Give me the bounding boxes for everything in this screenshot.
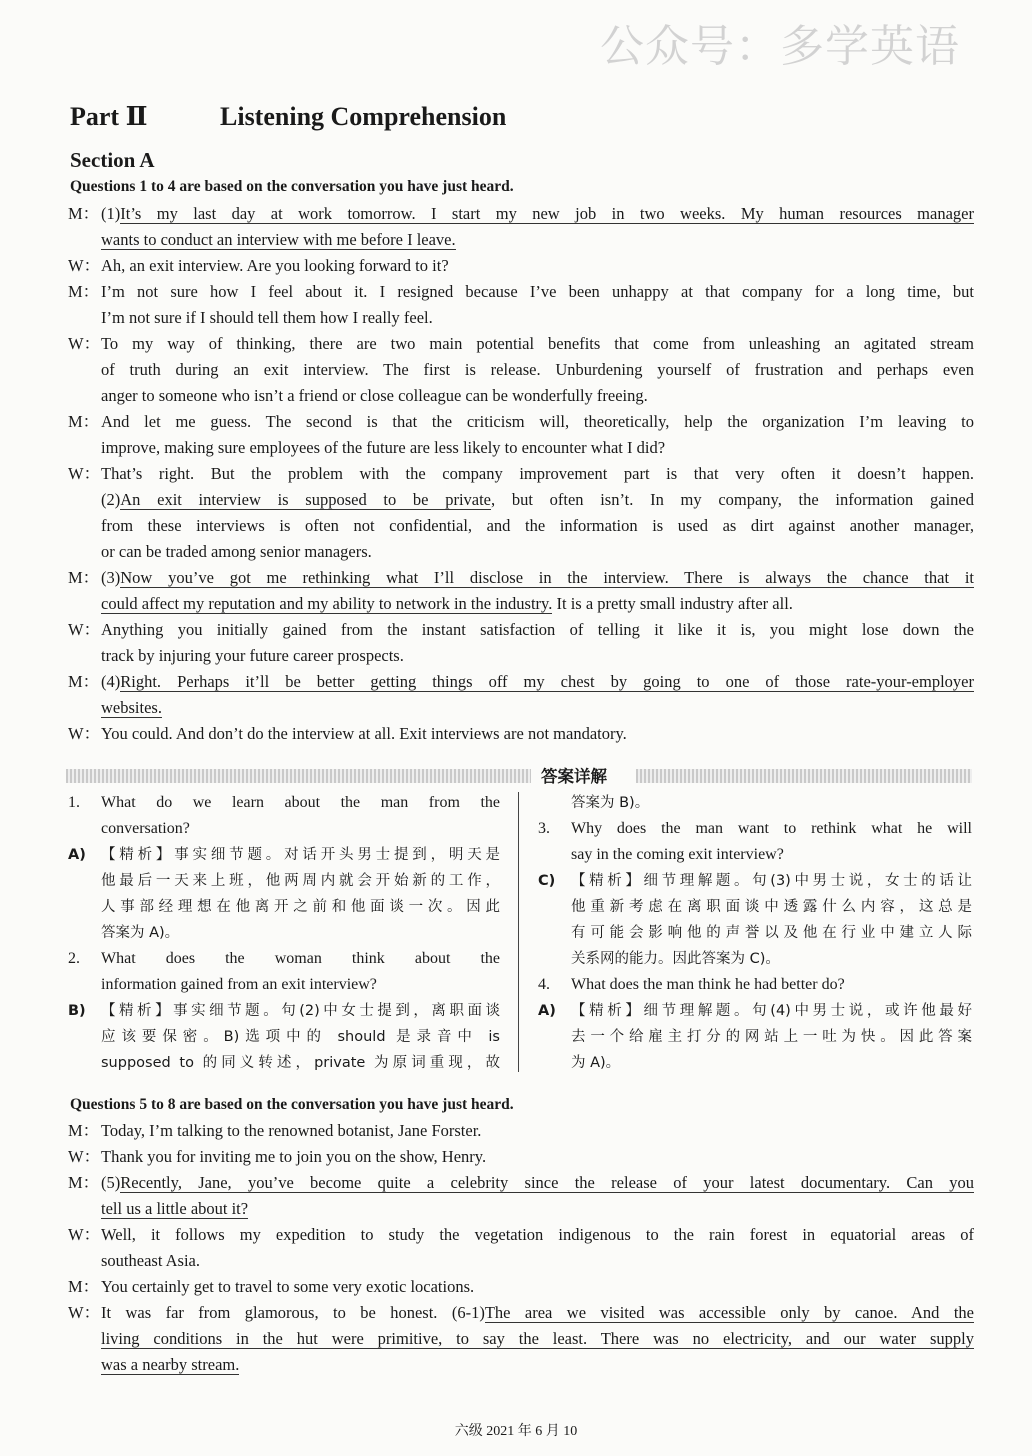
explanation-line: supposed to 的同义转述，private 为原词重现，故 (101, 1055, 500, 1071)
explanation-line: 人事部经理想在他离开之前和他面谈一次。因此 (101, 899, 500, 915)
dialogue-line: tell us a little about it? (101, 1199, 249, 1218)
watermark: 公众号：多学英语 (600, 21, 960, 72)
explanation-3: C) 【精析】细节理解题。句(3)中男士说，女士的话让 (538, 873, 972, 889)
answers-left-column (68, 790, 500, 1076)
dialogue-line: was a nearby stream. (101, 1355, 240, 1374)
question-4: 4. What does the man think he had better do? (538, 976, 845, 993)
dialogue-line: W： Thank you for inviting me to join you on the show, Henry. (68, 1147, 487, 1166)
dialogue-line: W： Ah, an exit interview. Are you looking forward to it? (68, 256, 449, 275)
dialogue-line: M： I’m not sure how I feel about it. I resigned because I’ve been unhappy at that company for a long time, but (68, 282, 974, 301)
questions-5-8-header: Questions 5 to 8 are based on the conversation you have just heard. (70, 1096, 514, 1113)
banner-hatch (66, 769, 531, 783)
dialogue-line: or can be traded among senior managers. (101, 542, 372, 561)
answers-right-column (538, 790, 972, 1076)
dialogue-1 (68, 201, 974, 747)
dialogue-line: M： (1)It’s my last day at work tomorrow. I start my new job in two weeks. My human resources manager (68, 204, 974, 223)
explanation-line: 去一个给雇主打分的网站上一吐为快。因此答案 (571, 1029, 972, 1045)
question-2: 2. What does the woman think about the (68, 950, 500, 967)
questions-1-4-header: Questions 1 to 4 are based on the conversation you have just heard. (70, 178, 514, 195)
dialogue-line: track by injuring your future career prospects. (101, 646, 404, 665)
dialogue-line: W： That’s right. But the problem with the company improvement part is that very often it doesn’t happen. (68, 464, 974, 483)
answers-title: 答案详解 (541, 767, 607, 786)
dialogue-line: anger to someone who isn’t a friend or close colleague can be wonderfully freeing. (101, 386, 648, 405)
dialogue-line: M： (5)Recently, Jane, you’ve become quite a celebrity since the release of your latest documentary. Can you (68, 1173, 974, 1192)
dialogue-line: M： And let me guess. The second is that the criticism will, theoretically, help the organization I’m leaving to (68, 412, 974, 431)
dialogue-line: W： To my way of thinking, there are two main potential benefits that come from unleashing an agitated stream (68, 334, 974, 353)
dialogue-line: (2)An exit interview is supposed to be private, but often isn’t. In my company, the information gained (101, 490, 974, 509)
question-line: information gained from an exit interview? (101, 976, 377, 993)
dialogue-line: improve, making sure employees of the future are less likely to encounter what I did? (101, 438, 666, 457)
part-title: Listening Comprehension (220, 102, 507, 131)
dialogue-line: I’m not sure if I should tell them how I really feel. (101, 308, 433, 327)
column-divider (518, 792, 519, 1072)
dialogue-line: M： You certainly get to travel to some very exotic locations. (68, 1277, 475, 1296)
question-1: 1. What do we learn about the man from the (68, 794, 500, 811)
dialogue-line: wants to conduct an interview with me before I leave. (101, 230, 456, 249)
question-line: conversation? (101, 820, 190, 837)
dialogue-line: W： Anything you initially gained from the instant satisfaction of telling it like it is, you might lose down the (68, 620, 974, 639)
dialogue-line: could affect my reputation and my ability to network in the industry. It is a pretty small industry after all. (101, 594, 793, 613)
dialogue-line: living conditions in the hut were primitive, to say the least. There was no electricity, and our water supply (101, 1329, 974, 1348)
explanation-line: 有可能会影响他的声誉以及他在行业中建立人际 (571, 925, 972, 941)
dialogue-line: from these interviews is often not confidential, and the information is used as dirt against another manager, (101, 516, 974, 535)
dialogue-line: W： It was far from glamorous, to be honest. (6-1)The area we visited was accessible only by canoe. And the (68, 1303, 974, 1322)
dialogue-line: M： (4)Right. Perhaps it’ll be better getting things off my chest by going to one of those rate-your-employer (68, 672, 974, 691)
explanation-line: 答案为 A)。 (101, 925, 180, 941)
dialogue-2 (68, 1118, 974, 1378)
explanation-line: 他最后一天来上班，他两周内就会开始新的工作， (101, 873, 500, 889)
part-number: Part Ⅱ (70, 102, 148, 131)
banner-hatch (636, 769, 972, 783)
dialogue-line: M： Today, I’m talking to the renowned botanist, Jane Forster. (68, 1121, 482, 1140)
explanation-1: A) 【精析】事实细节题。对话开头男士提到，明天是 (68, 847, 500, 863)
dialogue-line: W： You could. And don’t do the interview at all. Exit interviews are not mandatory. (68, 724, 627, 743)
dialogue-line: southeast Asia. (101, 1251, 200, 1270)
explanation-line: 为 A)。 (571, 1055, 621, 1071)
dialogue-line: websites. (101, 698, 162, 717)
explanation-line: 关系网的能力。因此答案为 C)。 (571, 951, 780, 967)
explanation-line: 他重新考虑在离职面谈中透露什么内容，这总是 (571, 899, 972, 915)
dialogue-line: W： Well, it follows my expedition to study the vegetation indigenous to the rain forest in equatorial areas of (68, 1225, 974, 1244)
dialogue-line: of truth during an exit interview. The first is release. Unburdening yourself of frustration and perhaps even (101, 360, 974, 379)
part-heading (70, 102, 506, 132)
explanation-line: 答案为 B)。 (571, 795, 650, 811)
question-line: say in the coming exit interview? (571, 846, 784, 863)
section-title: Section A (70, 148, 155, 172)
explanation-4: A) 【精析】细节理解题。句(4)中男士说，或许他最好 (538, 1003, 972, 1019)
question-3: 3. Why does the man want to rethink what he will (538, 820, 972, 837)
page-footer: 六级 2021 年 6 月 10 (454, 1424, 578, 1439)
explanation-line: 应该要保密。B)选项中的 should 是录音中 is (101, 1029, 500, 1045)
explanation-2: B) 【精析】事实细节题。句(2)中女士提到，离职面谈 (68, 1003, 500, 1019)
dialogue-line: M： (3)Now you’ve got me rethinking what I’ll disclose in the interview. There is always the chance that it (68, 568, 974, 587)
answers-banner (66, 765, 972, 785)
